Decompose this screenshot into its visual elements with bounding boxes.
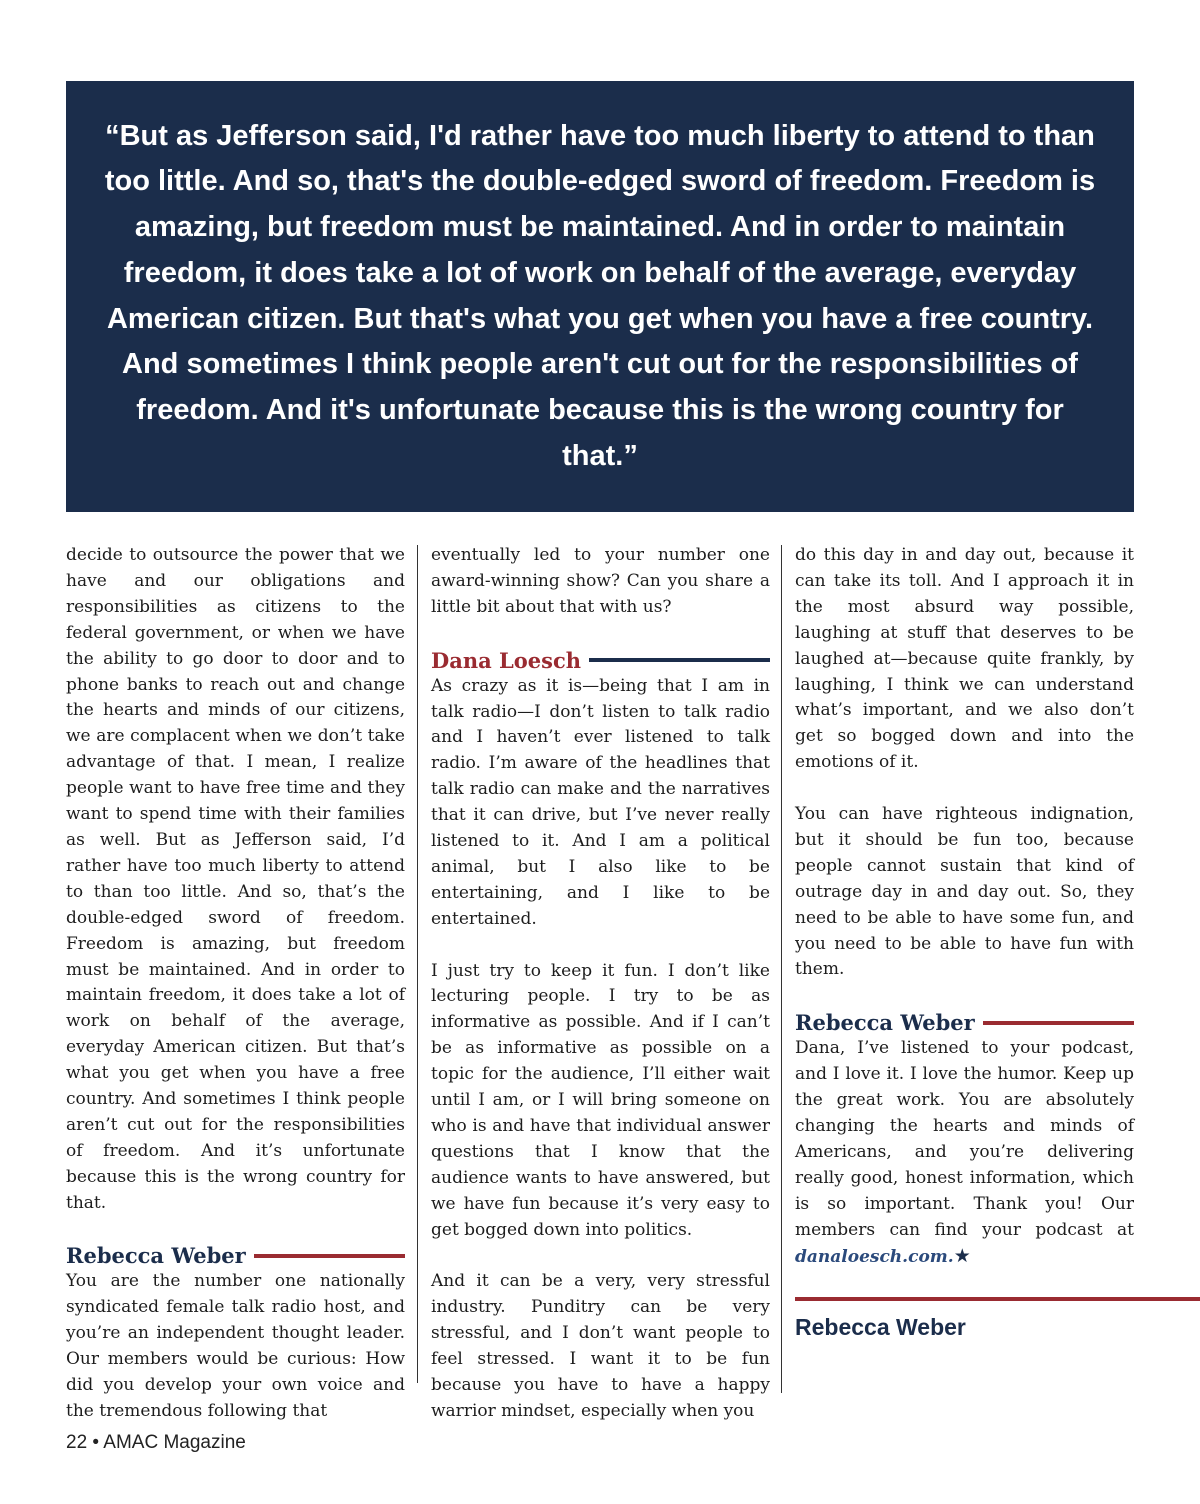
column-divider [781, 545, 782, 1393]
article-column-2 [431, 543, 770, 1421]
speaker-name: Rebecca Weber [795, 1010, 975, 1036]
speaker-heading-rebecca-weber [66, 1242, 405, 1269]
speaker-rule [589, 658, 770, 662]
paragraph: You are the number one nationally syndicated female talk radio host, and you’re an independent thought leader. Our members would be curious: How did you develop your own voice and the tremendous following that [66, 1271, 405, 1421]
page-folio: 22 • AMAC Magazine [66, 1432, 246, 1453]
speaker-rule [983, 1021, 1134, 1025]
pull-quote-text: “But as Jefferson said, I'd rather have too much liberty to attend to than too little. And so, that's the double-edged sword of freedom. Freedom is amazing, but freedom must be maintained. And in order to maintain freedom, it does take a lot of work on behalf of the average, everyday American citizen. But that's what you get when you have a free country. And sometimes I think people aren't cut out for the responsibilities of freedom. And it's unfortunate because this is the wrong country for that.” [104, 119, 1096, 472]
paragraph: As crazy as it is—being that I am in talk radio—I don’t listen to talk radio and I haven’t ever listened to talk radio. I’m aware of the headlines that talk radio can make and the narratives that it can drive, but I’ve never really listened to it. And I am a political animal, but I also like to be entertaining, and I like to be entertained. [431, 675, 770, 929]
column-divider [417, 545, 418, 1383]
podcast-link[interactable]: danaloesch.com. [795, 1246, 954, 1267]
speaker-rule [254, 1254, 405, 1258]
author-byline: Rebecca Weber [795, 1314, 966, 1340]
paragraph: decide to outsource the power that we have and our obligations and responsibilities as citizens to the federal government, or when we have the ability to go door to door and to phone banks to reach out and change the hearts and minds of our citizens, we are complacent when we don’t take advantage of that. I mean, I realize people want to have free time and they want to spend time with their families as well. But as Jefferson said, I’d rather have too much liberty to attend to than too little. And so, that’s the double-edged sword of freedom. Freedom is amazing, but freedom must be maintained. And in order to maintain freedom, it does take a lot of work on behalf of the average, everyday American citizen. But that’s what you get when you have a free country. And sometimes I think people aren’t cut out for the responsibilities of freedom. And it’s unfortunate because this is the wrong country for that. [66, 545, 405, 1213]
pull-quote-box [66, 81, 1134, 512]
paragraph [795, 1036, 1134, 1270]
speaker-name: Rebecca Weber [66, 1243, 246, 1269]
paragraph: eventually led to your number one award-winning show? Can you share a little bit about that with us? [431, 545, 770, 617]
paragraph: You can have righteous indignation, but it should be fun too, because people cannot sustain that kind of outrage day in and day out. So, they need to be able to have some fun, and you need to be able to have fun with them. [795, 804, 1134, 980]
star-icon: ★ [953, 1244, 971, 1267]
article-column-1 [66, 543, 405, 1421]
speaker-name: Dana Loesch [431, 647, 582, 673]
paragraph: And it can be a very, very stressful industry. Punditry can be very stressful, and I don’t want people to feel stressed. I want it to be fun because you have to have a happy warrior mindset, especially when you [431, 1271, 770, 1421]
speaker-heading-dana-loesch [431, 647, 770, 674]
speaker-heading-rebecca-weber [795, 1009, 1134, 1036]
paragraph: I just try to keep it fun. I don’t like lecturing people. I try to be as informative as possible. And if I can’t be as informative as possible on a topic for the audience, I’ll either wait until I am, or I will bring someone on who is and have that individual answer questions that I know that the audience wants to have answered, but we have fun because it’s very easy to get bogged down into politics. [431, 960, 770, 1240]
closing-text: Dana, I’ve listened to your podcast, and I love it. I love the humor. Keep up the great work. You are absolutely changing the hearts and minds of Americans, and you’re delivering really good, honest information, which is so important. Thank you! Our members can find your podcast at [795, 1038, 1134, 1240]
article-column-3 [795, 543, 1134, 1393]
end-rule [795, 1297, 1200, 1301]
paragraph: do this day in and day out, because it can take its toll. And I approach it in the most absurd way possible, laughing at stuff that deserves to be laughed at—because quite frankly, by laughing, I think we can understand what’s important, and we also don’t get so bogged down and into the emotions of it. [795, 545, 1134, 773]
